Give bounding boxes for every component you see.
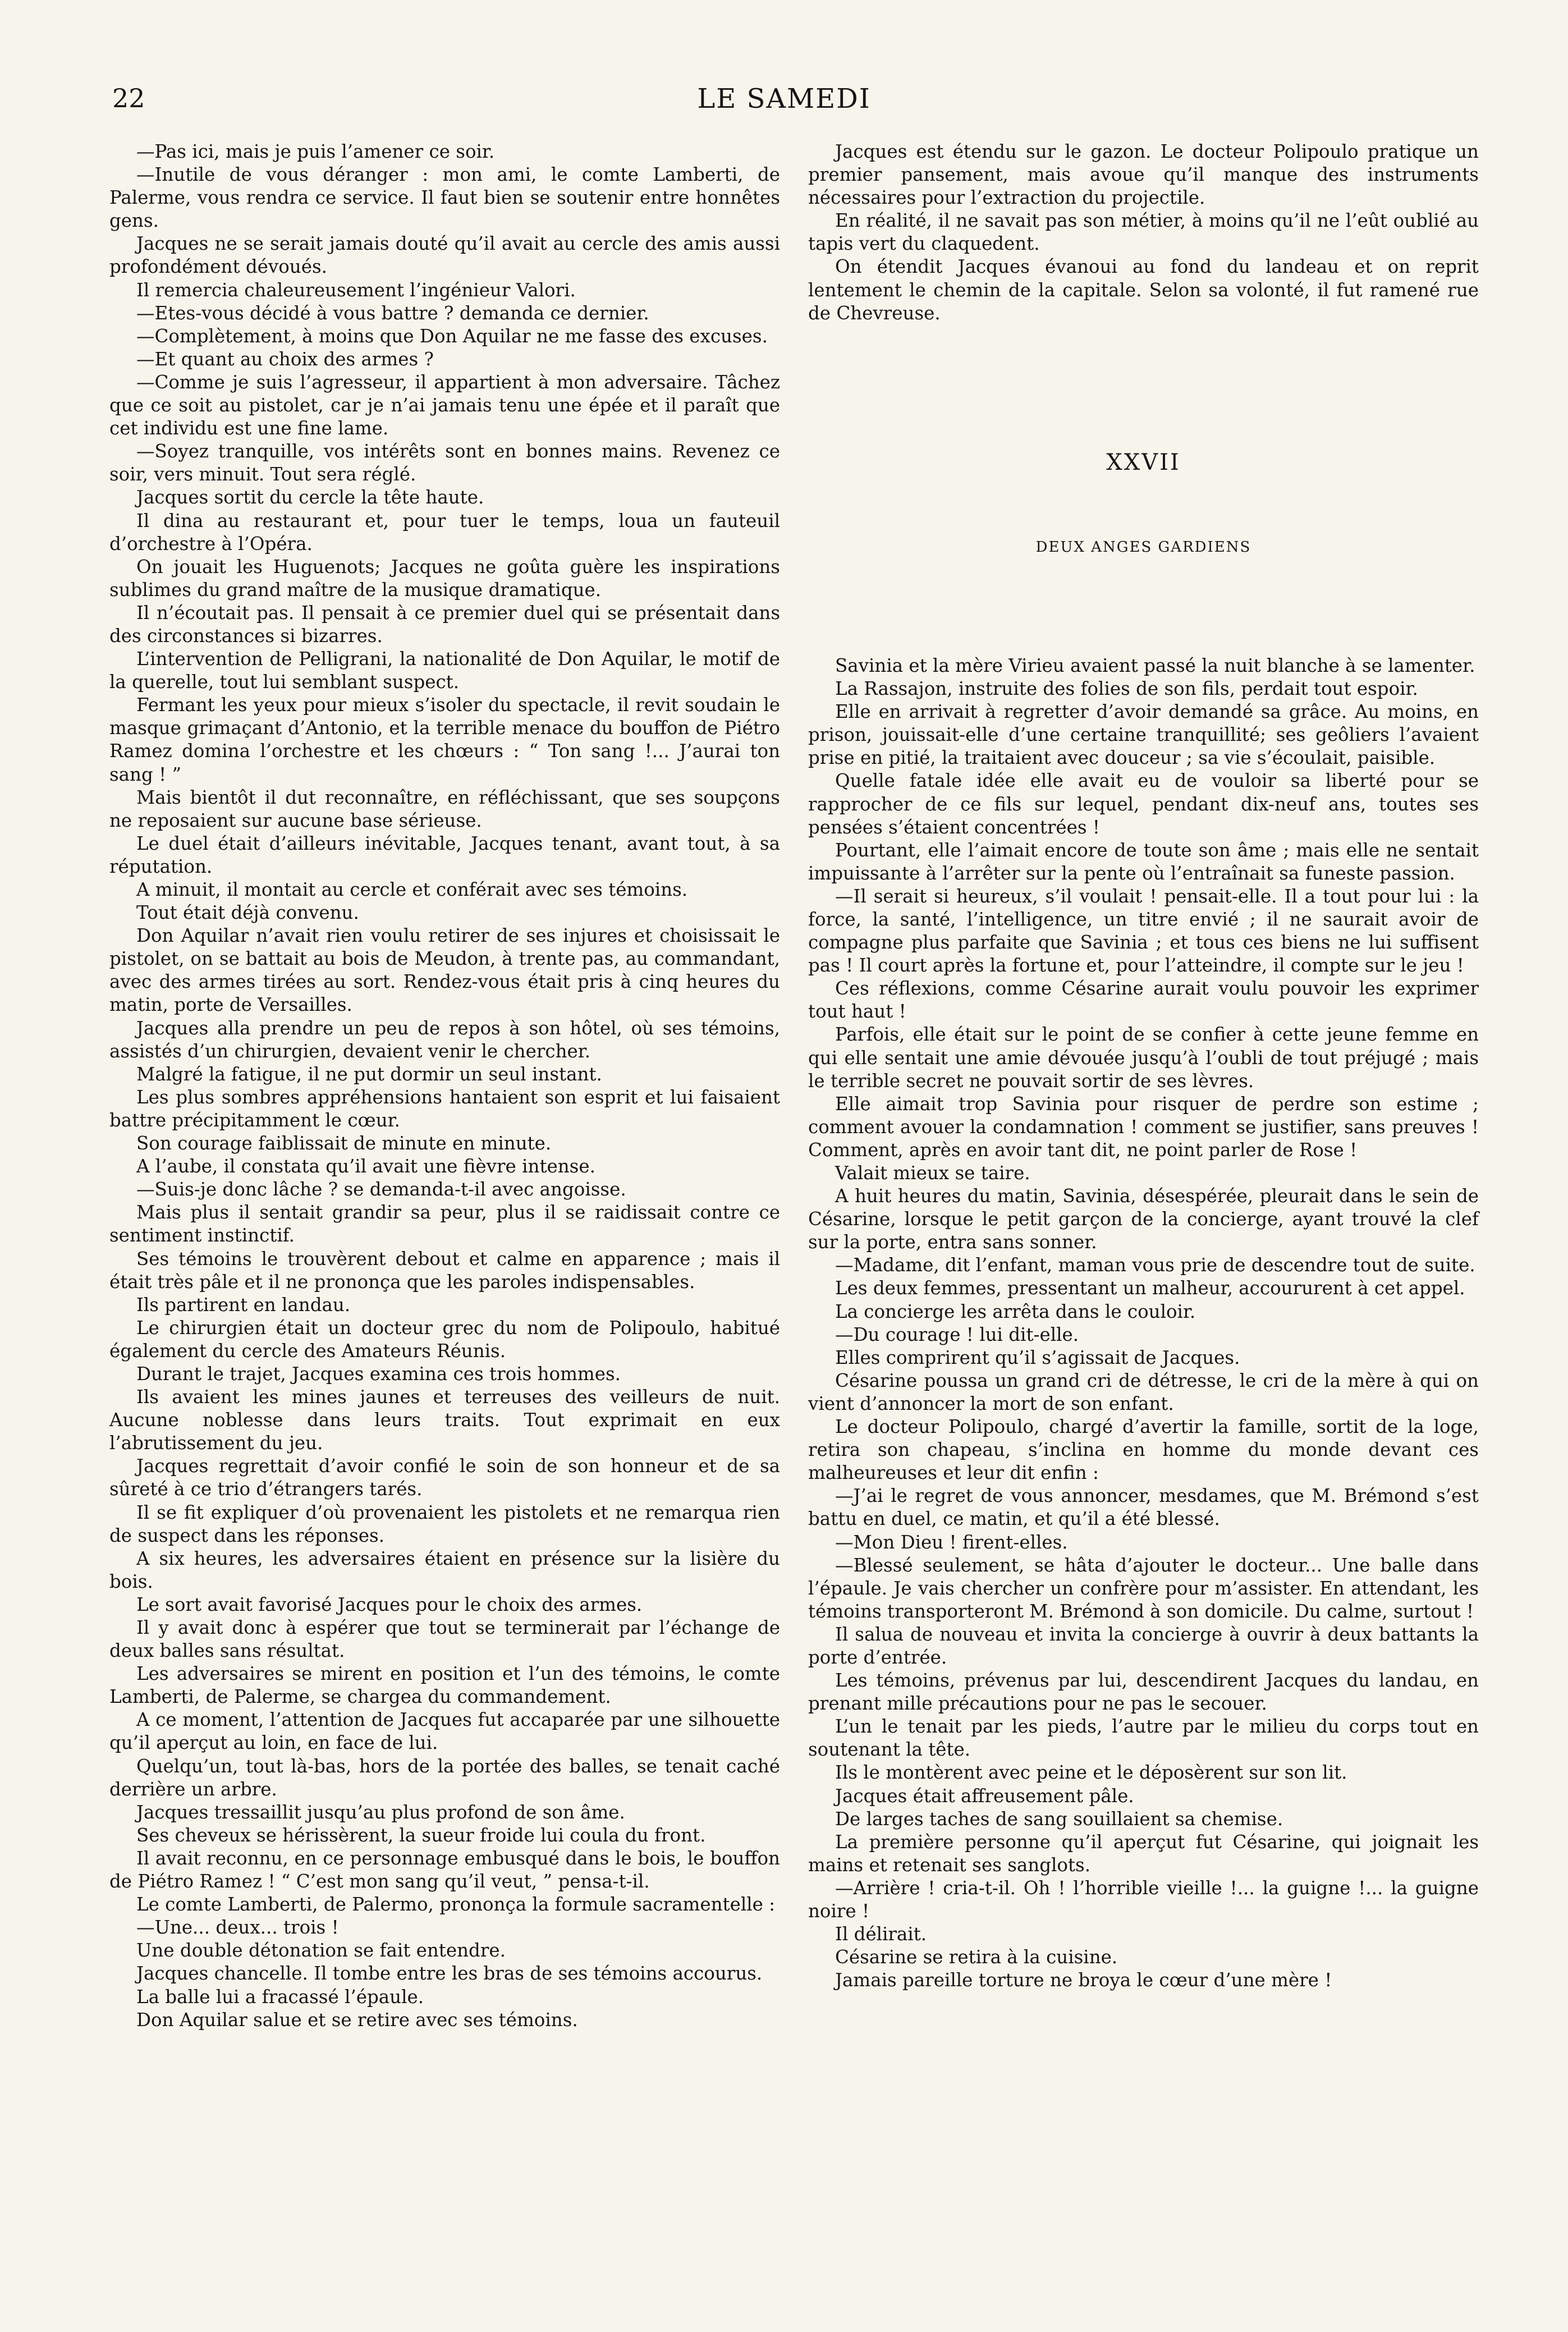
paragraph: Elle aimait trop Savinia pour risquer de perdre son estime ; comment avouer la condamnation ! comment se justifier, sans preuves ! Comment, après en avoir tant dit, ne point parler de Rose !	[808, 1093, 1479, 1161]
paragraph: —Blessé seulement, se hâta d’ajouter le docteur... Une balle dans l’épaule. Je vais chercher un confrère pour m’assister. En attendant, les témoins transporteront M. Brémond à son domicile. Du calme, surtout !	[808, 1554, 1479, 1622]
paragraph: —Arrière ! cria-t-il. Oh ! l’horrible vieille !... la guigne !... la guigne noire !	[808, 1877, 1479, 1922]
paragraph: Jacques sortit du cercle la tête haute.	[136, 487, 484, 508]
paragraph: Le duel était d’ailleurs inévitable, Jacques tenant, avant tout, à sa réputation.	[109, 832, 780, 877]
paragraph: Ils partirent en landau.	[136, 1294, 351, 1316]
paragraph: —Mon Dieu ! firent-elles.	[835, 1531, 1068, 1553]
paragraph: Don Aquilar n’avait rien voulu retirer de ses injures et choisissait le pistolet, on se battait au bois de Meudon, à trente pas, au commandant, avec des armes tirées au sort. Rendez-vous était pris à cinq heures du matin, porte de Versailles.	[109, 925, 780, 1016]
paragraph: Les adversaires se mirent en position et l’un des témoins, le comte Lamberti, de Palerme, se chargea du commandement.	[109, 1663, 780, 1708]
paragraph: Ils le montèrent avec peine et le déposèrent sur son lit.	[835, 1762, 1347, 1784]
left-column	[109, 140, 780, 2032]
paragraph: A minuit, il montait au cercle et conférait avec ses témoins.	[136, 879, 688, 900]
paragraph: —Inutile de vous déranger : mon ami, le comte Lamberti, de Palerme, vous rendra ce service. Il faut bien se soutenir entre honnêtes gens.	[109, 164, 780, 232]
paragraph: De larges taches de sang souillaient sa chemise.	[835, 1808, 1283, 1830]
paragraph: —Comme je suis l’agresseur, il appartient à mon adversaire. Tâchez que ce soit au pistolet, car je n’ai jamais tenu une épée et il paraît que cet individu est une fine lame.	[109, 371, 780, 439]
paragraph: Il avait reconnu, en ce personnage embusqué dans le bois, le bouffon de Piétro Ramez ! “ C’est mon sang qu’il veut, ” pensa-t-il.	[109, 1847, 780, 1893]
paragraph: Jacques tressaillit jusqu’au plus profond de son âme.	[136, 1801, 625, 1823]
right-column	[808, 140, 1479, 1992]
paragraph: L’intervention de Pelligrani, la nationalité de Don Aquilar, le motif de la querelle, tout lui semblant suspect.	[109, 648, 780, 693]
paragraph: Elle en arrivait à regretter d’avoir demandé sa grâce. Au moins, en prison, jouissait-elle d’une certaine tranquillité; ses geôliers l’avaient prise en pitié, la traitaient avec douceur ; sa vie s’écoulait, paisible.	[808, 701, 1479, 769]
paragraph: Mais plus il sentait grandir sa peur, plus il se raidissait contre ce sentiment instinctif.	[109, 1202, 780, 1247]
paragraph: Les plus sombres appréhensions hantaient son esprit et lui faisaient battre précipitamment le cœur.	[109, 1086, 780, 1131]
paragraph: —Soyez tranquille, vos intérêts sont en bonnes mains. Revenez ce soir, vers minuit. Tout sera réglé.	[109, 441, 780, 485]
paragraph: Le comte Lamberti, de Palermo, prononça la formule sacramentelle :	[136, 1894, 776, 1916]
paragraph: Les deux femmes, pressentant un malheur, accoururent à cet appel.	[835, 1277, 1465, 1299]
paragraph: Tout était déjà convenu.	[136, 902, 359, 924]
paragraph: —Il serait si heureux, s’il voulait ! pensait-elle. Il a tout pour lui : la force, la santé, l’intelligence, un titre envié ; il ne saurait avoir de compagne plus parfaite que Savinia ; et tous ces biens ne lui suffisent pas ! Il court après la fortune et, pour l’atteindre, il compte sur le jeu !	[808, 885, 1479, 977]
paragraph: —J’ai le regret de vous annoncer, mesdames, que M. Brémond s’est battu en duel, ce matin, et qu’il a été blessé.	[808, 1485, 1479, 1530]
page-number: 22	[112, 83, 145, 113]
journal-title: LE SAMEDI	[697, 83, 871, 114]
paragraph: Ses cheveux se hérissèrent, la sueur froide lui coula du front.	[136, 1824, 706, 1846]
paragraph: Les témoins, prévenus par lui, descendirent Jacques du landau, en prenant mille précautions pour ne pas le secouer.	[808, 1670, 1479, 1715]
paragraph: Le docteur Polipoulo, chargé d’avertir la famille, sortit de la loge, retira son chapeau, s’inclina en homme du monde devant ces malheureuses et leur dit enfin :	[808, 1416, 1479, 1484]
paragraph: Jacques est étendu sur le gazon. Le docteur Polipoulo pratique un premier pansement, mais avoue qu’il manque des instruments nécessaires pour l’extraction du projectile.	[808, 141, 1479, 209]
paragraph: Pourtant, elle l’aimait encore de toute son âme ; mais elle ne sentait impuissante à l’arrêter sur la pente où l’entraînait sa funeste passion.	[808, 839, 1479, 884]
paragraph: Fermant les yeux pour mieux s’isoler du spectacle, il revit soudain le masque grimaçant d’Antonio, et la terrible menace du bouffon de Piétro Ramez domina l’orchestre et les chœurs : “ Ton sang !... J’aurai ton sang ! ”	[109, 694, 780, 785]
paragraph: Césarine poussa un grand cri de détresse, le cri de la mère à qui on vient d’annoncer la mort de son enfant.	[808, 1369, 1479, 1414]
paragraph: A ce moment, l’attention de Jacques fut accaparée par une silhouette qu’il aperçut au loin, en face de lui.	[109, 1709, 780, 1754]
paragraph: Jacques ne se serait jamais douté qu’il avait au cercle des amis aussi profondément dévoués.	[109, 233, 780, 278]
paragraph: Savinia et la mère Virieu avaient passé la nuit blanche à se lamenter.	[835, 654, 1475, 676]
paragraph: Jacques chancelle. Il tombe entre les bras de ses témoins accourus.	[136, 1963, 763, 1985]
paragraph: Il remercia chaleureusement l’ingénieur Valori.	[136, 279, 576, 301]
paragraph: Jacques était affreusement pâle.	[835, 1785, 1134, 1807]
paragraph: Elles comprirent qu’il s’agissait de Jacques.	[835, 1346, 1240, 1368]
paragraph: Jacques regrettait d’avoir confié le soin de son honneur et de sa sûreté à ce trio d’étrangers tarés.	[109, 1455, 780, 1500]
paragraph: La Rassajon, instruite des folies de son fils, perdait tout espoir.	[835, 678, 1418, 700]
paragraph: —Pas ici, mais je puis l’amener ce soir.	[136, 141, 495, 162]
paragraph: Une double détonation se fait entendre.	[136, 1940, 506, 1962]
paragraph: Malgré la fatigue, il ne put dormir un seul instant.	[136, 1063, 602, 1085]
right-column-bottom	[808, 654, 1479, 1992]
paragraph: —Du courage ! lui dit-elle.	[835, 1323, 1079, 1345]
paragraph: —Et quant au choix des armes ?	[136, 348, 434, 370]
paragraph: Le chirurgien était un docteur grec du nom de Polipoulo, habitué également du cercle des Amateurs Réunis.	[109, 1317, 780, 1362]
page-header	[0, 83, 1568, 122]
paragraph: Don Aquilar salue et se retire avec ses témoins.	[136, 2009, 578, 2031]
paragraph: Césarine se retira à la cuisine.	[835, 1946, 1118, 1968]
paragraph: Il n’écoutait pas. Il pensait à ce premier duel qui se présentait dans des circonstances si bizarres.	[109, 602, 780, 647]
paragraph: Il salua de nouveau et invita la concierge à ouvrir à deux battants la porte d’entrée.	[808, 1623, 1479, 1668]
paragraph: Jacques alla prendre un peu de repos à son hôtel, où ses témoins, assistés d’un chirurgien, devaient venir le chercher.	[109, 1017, 780, 1062]
paragraph: Il se fit expliquer d’où provenaient les pistolets et ne remarqua rien de suspect dans les réponses.	[109, 1501, 780, 1546]
paragraph: Quelle fatale idée elle avait eu de vouloir sa liberté pour se rapprocher de ce fils sur lequel, pendant dix-neuf ans, toutes ses pensées s’étaient concentrées !	[808, 770, 1479, 838]
paragraph: En réalité, il ne savait pas son métier, à moins qu’il ne l’eût oublié au tapis vert du claquedent.	[808, 210, 1479, 255]
paragraph: Mais bientôt il dut reconnaître, en réfléchissant, que ses soupçons ne reposaient sur aucune base sérieuse.	[109, 786, 780, 831]
paragraph: Il dina au restaurant et, pour tuer le temps, loua un fauteuil d’orchestre à l’Opéra.	[109, 510, 780, 555]
paragraph: Jamais pareille torture ne broya le cœur d’une mère !	[835, 1969, 1332, 1991]
paragraph: La balle lui a fracassé l’épaule.	[136, 1986, 424, 2008]
chapter-number: XXVII	[1106, 449, 1181, 475]
paragraph: Parfois, elle était sur le point de se confier à cette jeune femme en qui elle sentait une amie dévouée jusqu’à l’oubli de tout préjugé ; mais le terrible secret ne pouvait sortir de ses lèvres.	[808, 1024, 1479, 1092]
paragraph: A six heures, les adversaires étaient en présence sur la lisière du bois.	[109, 1547, 780, 1592]
paragraph: Ils avaient les mines jaunes et terreuses des veilleurs de nuit. Aucune noblesse dans leurs traits. Tout exprimait en eux l’abrutissement du jeu.	[109, 1386, 780, 1454]
paragraph: Il délirait.	[835, 1923, 927, 1945]
paragraph: Quelqu’un, tout là-bas, hors de la portée des balles, se tenait caché derrière un arbre.	[109, 1755, 780, 1800]
paragraph: —Une... deux... trois !	[136, 1917, 339, 1939]
paragraph: —Complètement, à moins que Don Aquilar ne me fasse des excuses.	[136, 325, 768, 347]
paragraph: Ces réflexions, comme Césarine aurait voulu pouvoir les exprimer tout haut !	[808, 978, 1479, 1023]
paragraph: Valait mieux se taire.	[835, 1162, 1030, 1184]
paragraph: Durant le trajet, Jacques examina ces trois hommes.	[136, 1363, 621, 1385]
paragraph: On jouait les Huguenots; Jacques ne goûta guère les inspirations sublimes du grand maître de la musique dramatique.	[109, 556, 780, 601]
paragraph: —Madame, dit l’enfant, maman vous prie de descendre tout de suite.	[835, 1254, 1475, 1276]
paragraph: La concierge les arrêta dans le couloir.	[835, 1300, 1196, 1322]
paragraph: Il y avait donc à espérer que tout se terminerait par l’échange de deux balles sans résultat.	[109, 1617, 780, 1662]
paragraph: On étendit Jacques évanoui au fond du landeau et on reprit lentement le chemin de la capitale. Selon sa volonté, il fut ramené rue de Chevreuse.	[808, 256, 1479, 324]
paragraph: Son courage faiblissait de minute en minute.	[136, 1133, 552, 1154]
paragraph: —Etes-vous décidé à vous battre ? demanda ce dernier.	[136, 302, 649, 324]
paragraph: Le sort avait favorisé Jacques pour le choix des armes.	[136, 1593, 643, 1615]
chapter-title: DEUX ANGES GARDIENS	[1035, 538, 1251, 556]
paragraph: Ses témoins le trouvèrent debout et calme en apparence ; mais il était très pâle et il ne prononça que les paroles indispensables.	[109, 1248, 780, 1293]
paragraph: A huit heures du matin, Savinia, désespérée, pleurait dans le sein de Césarine, lorsque le petit garçon de la concierge, ayant trouvé la clef sur la porte, entra sans sonner.	[808, 1185, 1479, 1253]
paragraph: A l’aube, il constata qu’il avait une fièvre intense.	[136, 1156, 595, 1178]
paragraph: —Suis-je donc lâche ? se demanda-t-il avec angoisse.	[136, 1179, 626, 1201]
right-column-top	[808, 140, 1479, 325]
paragraph: La première personne qu’il aperçut fut Césarine, qui joignait les mains et retenait ses sanglots.	[808, 1831, 1479, 1876]
paragraph: L’un le tenait par les pieds, l’autre par le milieu du corps tout en soutenant la tête.	[808, 1716, 1479, 1761]
